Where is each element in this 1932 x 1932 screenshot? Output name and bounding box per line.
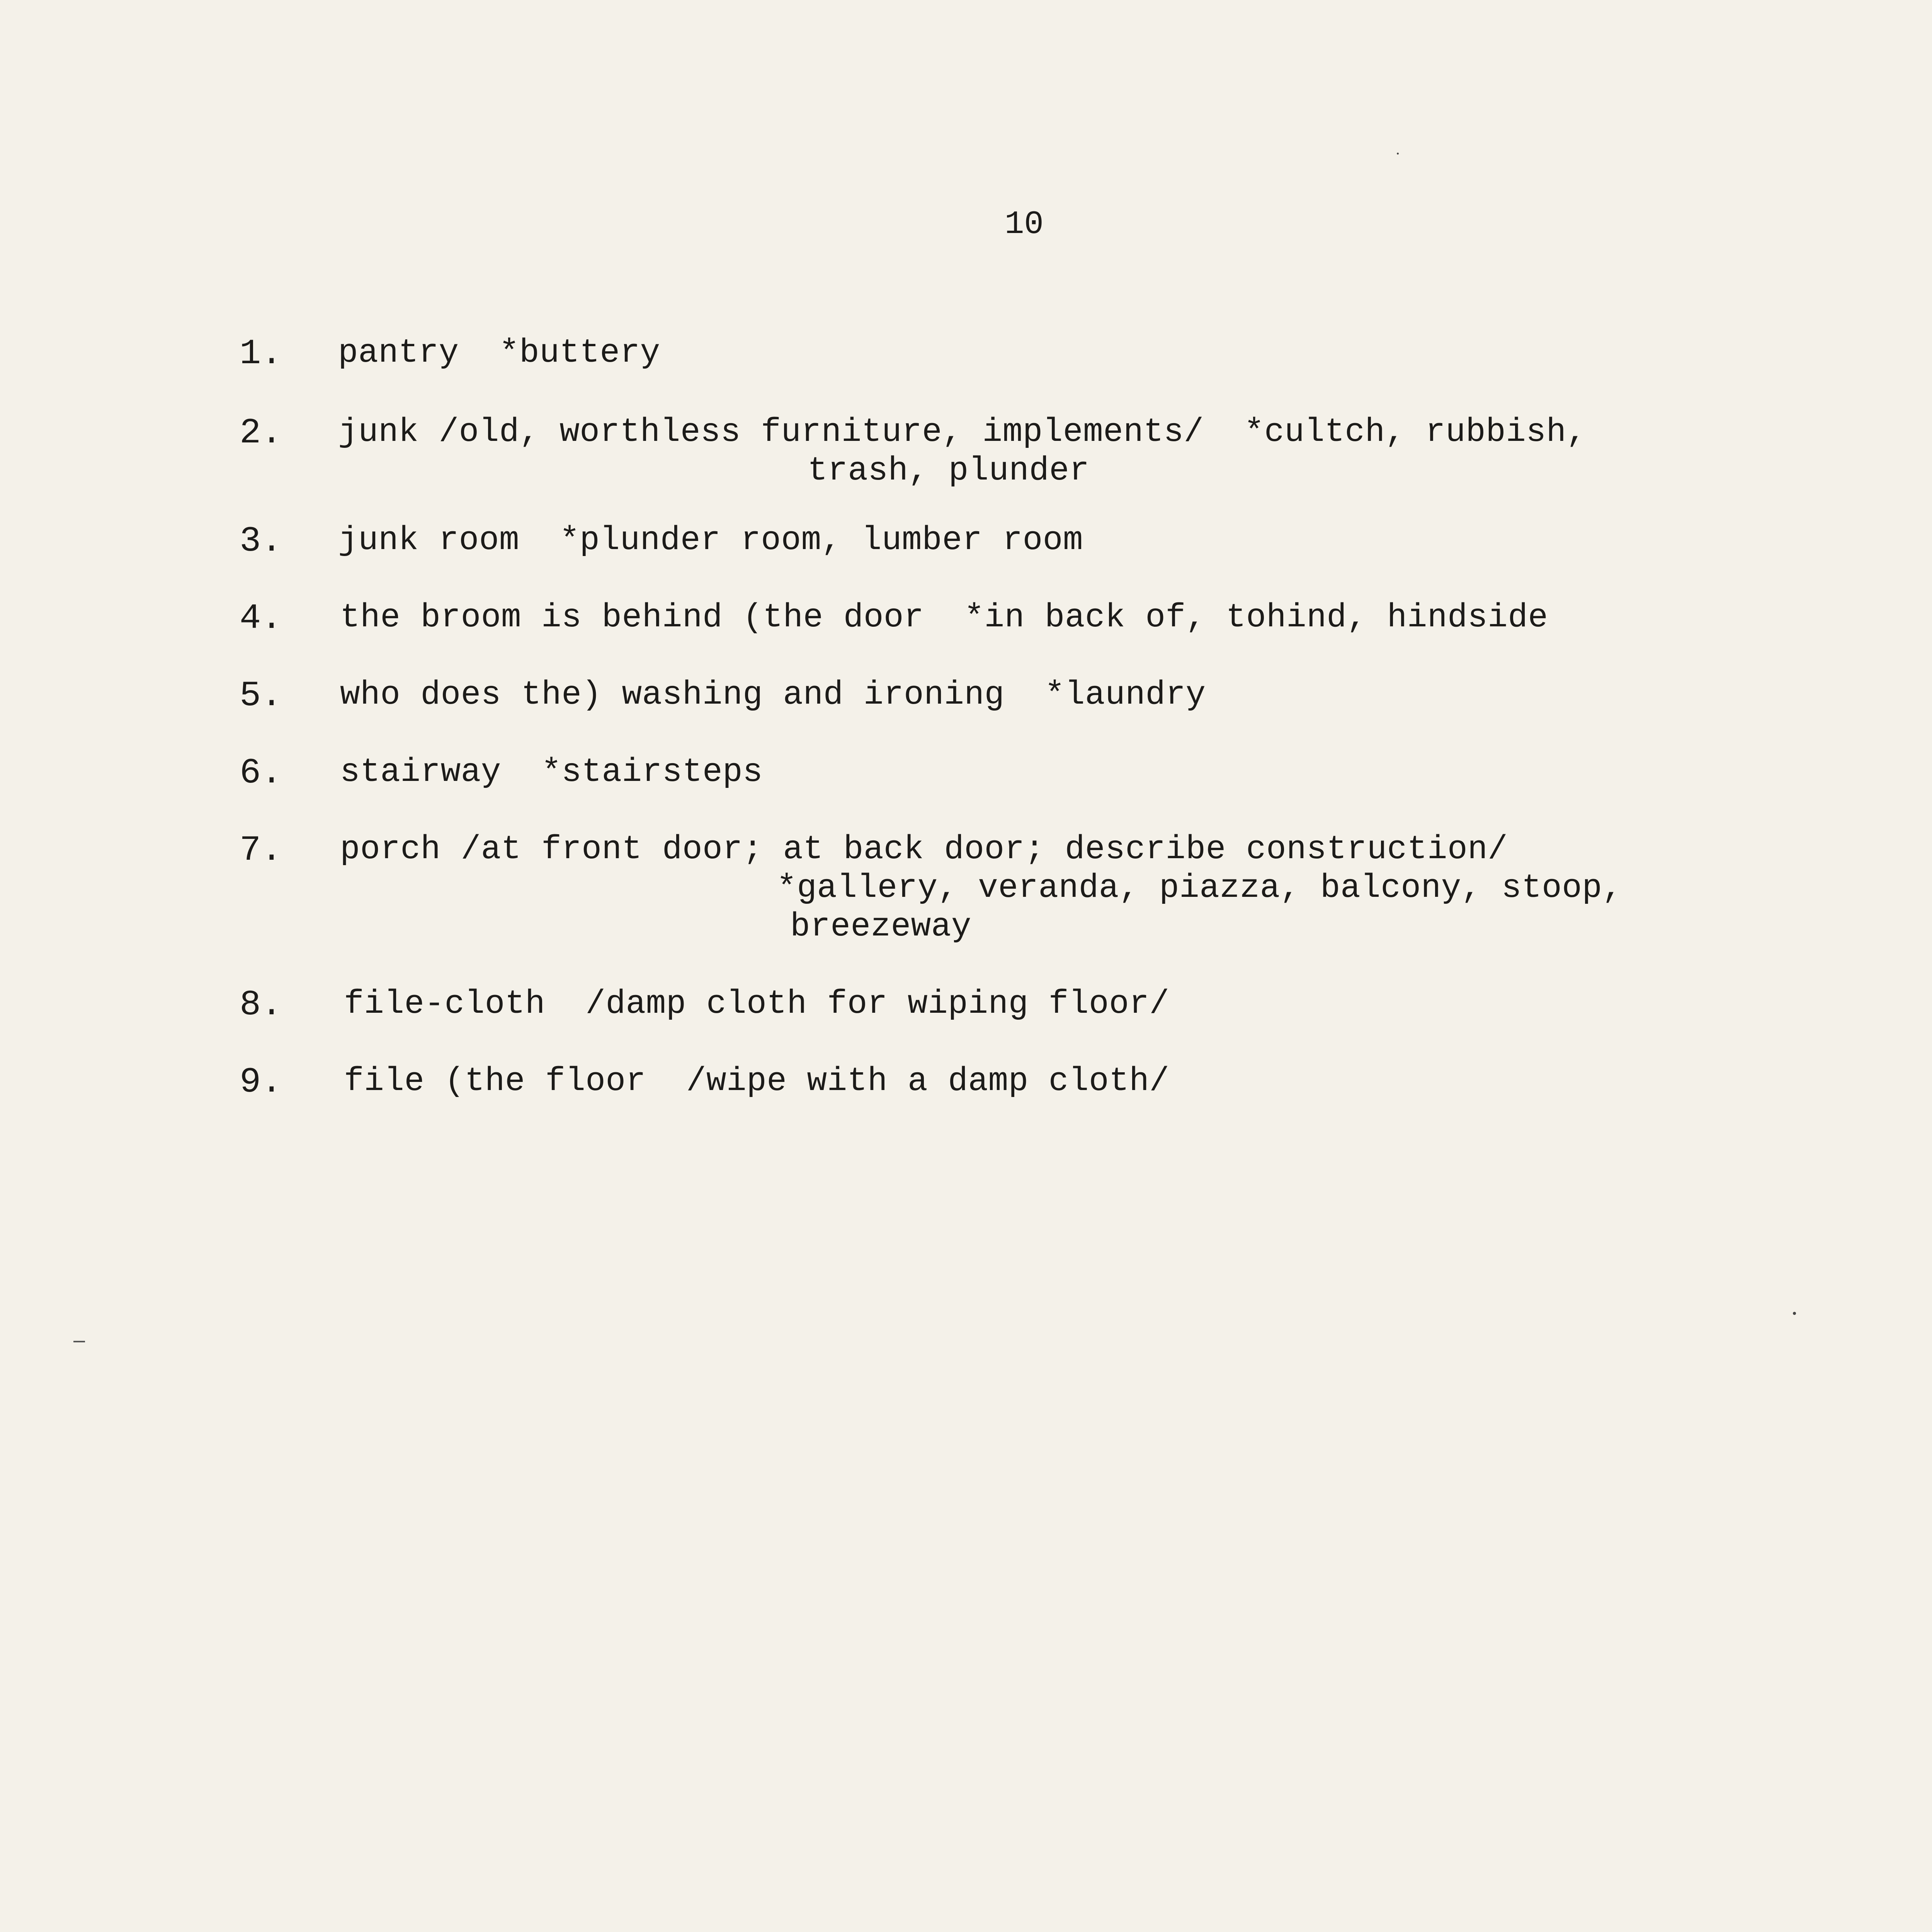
paper-mark <box>73 1341 85 1342</box>
item-number: 2. <box>240 413 282 453</box>
item-number: 9. <box>240 1062 282 1102</box>
item-number: 8. <box>240 985 282 1025</box>
item-text: porch /at front door; at back door; describe construction/ <box>340 830 1508 868</box>
item-text: junk /old, worthless furniture, implements/ *cultch, rubbish, <box>338 413 1587 451</box>
item-text: file-cloth /damp cloth for wiping floor/ <box>344 985 1170 1023</box>
item-number: 6. <box>240 753 282 793</box>
item-number: 4. <box>240 598 282 639</box>
paper-speck <box>1793 1312 1796 1315</box>
item-number: 3. <box>240 521 282 561</box>
item-number: 5. <box>240 675 282 716</box>
item-text: the broom is behind (the door *in back of, tohind, hindside <box>340 599 1548 636</box>
item-text: pantry *buttery <box>338 334 660 372</box>
item-text-continuation: trash, plunder <box>808 452 1090 490</box>
item-text: who does the) washing and ironing *laundry <box>340 676 1206 714</box>
item-text: junk room *plunder room, lumber room <box>338 521 1083 559</box>
item-number: 1. <box>240 333 282 374</box>
paper-speck <box>1397 153 1399 155</box>
item-text-continuation: *gallery, veranda, piazza, balcony, stoop, <box>777 869 1622 907</box>
item-text: file (the floor /wipe with a damp cloth/ <box>344 1062 1170 1100</box>
item-text-continuation: breezeway <box>790 908 971 946</box>
item-number: 7. <box>240 830 282 871</box>
item-text: stairway *stairsteps <box>340 753 763 791</box>
page-number: 10 <box>1005 206 1044 243</box>
